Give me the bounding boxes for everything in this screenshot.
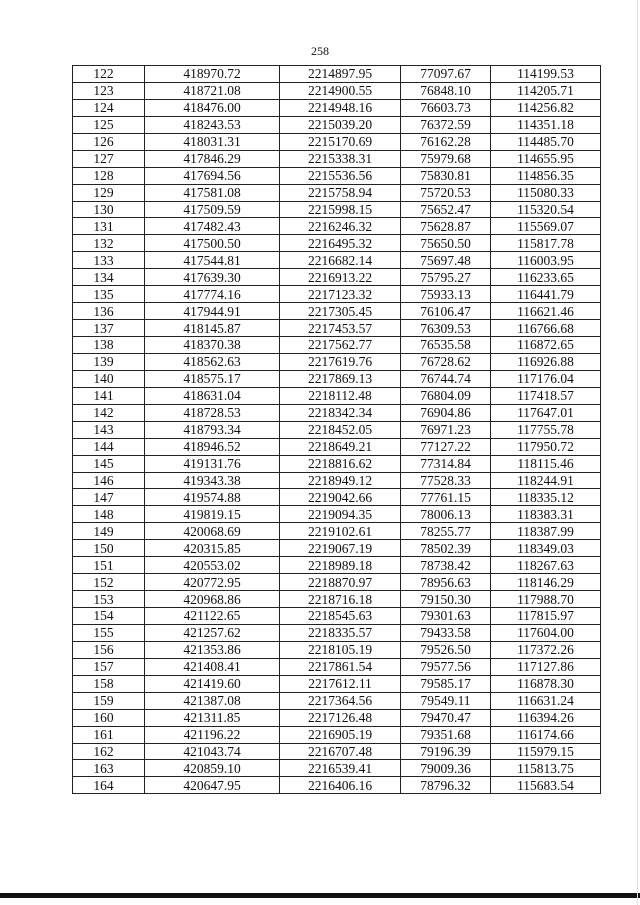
a-value-cell: 76744.74 (401, 370, 491, 387)
point-number-cell: 147 (73, 489, 145, 506)
a-value-cell: 76848.10 (401, 82, 491, 99)
a-value-cell: 76728.62 (401, 353, 491, 370)
x-coordinate-cell: 418145.87 (145, 320, 280, 337)
table-row (73, 540, 601, 557)
y-coordinate-cell: 2217869.13 (280, 370, 401, 387)
table-row (73, 777, 601, 794)
point-number-cell: 151 (73, 557, 145, 574)
table-row (73, 337, 601, 354)
a-value-cell: 75830.81 (401, 167, 491, 184)
b-value-cell: 114655.95 (491, 150, 601, 167)
x-coordinate-cell: 418793.34 (145, 421, 280, 438)
point-number-cell: 132 (73, 235, 145, 252)
x-coordinate-cell: 418970.72 (145, 66, 280, 83)
a-value-cell: 79470.47 (401, 709, 491, 726)
y-coordinate-cell: 2219102.61 (280, 523, 401, 540)
table-row (73, 675, 601, 692)
b-value-cell: 118146.29 (491, 574, 601, 591)
a-value-cell: 76904.86 (401, 404, 491, 421)
a-value-cell: 77314.84 (401, 455, 491, 472)
a-value-cell: 76309.53 (401, 320, 491, 337)
x-coordinate-cell: 417500.50 (145, 235, 280, 252)
coordinates-table (72, 65, 601, 794)
point-number-cell: 160 (73, 709, 145, 726)
x-coordinate-cell: 421419.60 (145, 675, 280, 692)
x-coordinate-cell: 418476.00 (145, 99, 280, 116)
table-row (73, 404, 601, 421)
x-coordinate-cell: 418721.08 (145, 82, 280, 99)
b-value-cell: 117372.26 (491, 641, 601, 658)
b-value-cell: 117755.78 (491, 421, 601, 438)
y-coordinate-cell: 2217123.32 (280, 286, 401, 303)
a-value-cell: 76603.73 (401, 99, 491, 116)
b-value-cell: 118387.99 (491, 523, 601, 540)
a-value-cell: 77097.67 (401, 66, 491, 83)
y-coordinate-cell: 2216539.41 (280, 760, 401, 777)
b-value-cell: 116872.65 (491, 337, 601, 354)
table-row (73, 489, 601, 506)
point-number-cell: 141 (73, 387, 145, 404)
table-row (73, 438, 601, 455)
point-number-cell: 161 (73, 726, 145, 743)
point-number-cell: 157 (73, 658, 145, 675)
point-number-cell: 128 (73, 167, 145, 184)
point-number-cell: 143 (73, 421, 145, 438)
y-coordinate-cell: 2214897.95 (280, 66, 401, 83)
point-number-cell: 139 (73, 353, 145, 370)
table-row (73, 235, 601, 252)
x-coordinate-cell: 420315.85 (145, 540, 280, 557)
table-row (73, 320, 601, 337)
x-coordinate-cell: 421387.08 (145, 692, 280, 709)
a-value-cell: 76106.47 (401, 303, 491, 320)
b-value-cell: 115320.54 (491, 201, 601, 218)
a-value-cell: 79549.11 (401, 692, 491, 709)
b-value-cell: 116926.88 (491, 353, 601, 370)
x-coordinate-cell: 417774.16 (145, 286, 280, 303)
a-value-cell: 75650.50 (401, 235, 491, 252)
point-number-cell: 150 (73, 540, 145, 557)
x-coordinate-cell: 419819.15 (145, 506, 280, 523)
y-coordinate-cell: 2217126.48 (280, 709, 401, 726)
page-edge (637, 0, 638, 905)
y-coordinate-cell: 2214900.55 (280, 82, 401, 99)
x-coordinate-cell: 421196.22 (145, 726, 280, 743)
b-value-cell: 114205.71 (491, 82, 601, 99)
point-number-cell: 127 (73, 150, 145, 167)
x-coordinate-cell: 418575.17 (145, 370, 280, 387)
table-row (73, 353, 601, 370)
table-row (73, 387, 601, 404)
y-coordinate-cell: 2218716.18 (280, 591, 401, 608)
a-value-cell: 79585.17 (401, 675, 491, 692)
a-value-cell: 75652.47 (401, 201, 491, 218)
a-value-cell: 79526.50 (401, 641, 491, 658)
y-coordinate-cell: 2219094.35 (280, 506, 401, 523)
b-value-cell: 118115.46 (491, 455, 601, 472)
y-coordinate-cell: 2218105.19 (280, 641, 401, 658)
x-coordinate-cell: 418243.53 (145, 116, 280, 133)
b-value-cell: 116621.46 (491, 303, 601, 320)
b-value-cell: 114199.53 (491, 66, 601, 83)
y-coordinate-cell: 2215039.20 (280, 116, 401, 133)
y-coordinate-cell: 2218989.18 (280, 557, 401, 574)
a-value-cell: 77528.33 (401, 472, 491, 489)
table-row (73, 66, 601, 83)
b-value-cell: 117176.04 (491, 370, 601, 387)
page-number: 258 (311, 44, 329, 58)
a-value-cell: 78796.32 (401, 777, 491, 794)
table-row (73, 150, 601, 167)
point-number-cell: 126 (73, 133, 145, 150)
point-number-cell: 125 (73, 116, 145, 133)
point-number-cell: 131 (73, 218, 145, 235)
y-coordinate-cell: 2216682.14 (280, 252, 401, 269)
b-value-cell: 118335.12 (491, 489, 601, 506)
table-row (73, 574, 601, 591)
a-value-cell: 79433.58 (401, 624, 491, 641)
b-value-cell: 116441.79 (491, 286, 601, 303)
table-row (73, 624, 601, 641)
x-coordinate-cell: 418946.52 (145, 438, 280, 455)
y-coordinate-cell: 2218452.05 (280, 421, 401, 438)
table-row (73, 608, 601, 625)
a-value-cell: 79196.39 (401, 743, 491, 760)
x-coordinate-cell: 420859.10 (145, 760, 280, 777)
point-number-cell: 124 (73, 99, 145, 116)
point-number-cell: 130 (73, 201, 145, 218)
x-coordinate-cell: 418631.04 (145, 387, 280, 404)
b-value-cell: 116878.30 (491, 675, 601, 692)
x-coordinate-cell: 417944.91 (145, 303, 280, 320)
y-coordinate-cell: 2217305.45 (280, 303, 401, 320)
table-row (73, 692, 601, 709)
y-coordinate-cell: 2216913.22 (280, 269, 401, 286)
y-coordinate-cell: 2215170.69 (280, 133, 401, 150)
x-coordinate-cell: 417509.59 (145, 201, 280, 218)
y-coordinate-cell: 2218112.48 (280, 387, 401, 404)
table-row (73, 252, 601, 269)
y-coordinate-cell: 2216406.16 (280, 777, 401, 794)
a-value-cell: 75697.48 (401, 252, 491, 269)
table-row (73, 726, 601, 743)
x-coordinate-cell: 419574.88 (145, 489, 280, 506)
point-number-cell: 135 (73, 286, 145, 303)
point-number-cell: 153 (73, 591, 145, 608)
a-value-cell: 75933.13 (401, 286, 491, 303)
a-value-cell: 75628.87 (401, 218, 491, 235)
a-value-cell: 75795.27 (401, 269, 491, 286)
point-number-cell: 138 (73, 337, 145, 354)
table-row (73, 218, 601, 235)
b-value-cell: 117604.00 (491, 624, 601, 641)
point-number-cell: 142 (73, 404, 145, 421)
a-value-cell: 78255.77 (401, 523, 491, 540)
b-value-cell: 115683.54 (491, 777, 601, 794)
b-value-cell: 117950.72 (491, 438, 601, 455)
b-value-cell: 117418.57 (491, 387, 601, 404)
x-coordinate-cell: 419343.38 (145, 472, 280, 489)
y-coordinate-cell: 2218649.21 (280, 438, 401, 455)
a-value-cell: 77127.22 (401, 438, 491, 455)
b-value-cell: 116003.95 (491, 252, 601, 269)
table-row (73, 82, 601, 99)
a-value-cell: 76372.59 (401, 116, 491, 133)
a-value-cell: 78738.42 (401, 557, 491, 574)
x-coordinate-cell: 418728.53 (145, 404, 280, 421)
y-coordinate-cell: 2217562.77 (280, 337, 401, 354)
y-coordinate-cell: 2216246.32 (280, 218, 401, 235)
x-coordinate-cell: 417482.43 (145, 218, 280, 235)
b-value-cell: 118349.03 (491, 540, 601, 557)
x-coordinate-cell: 421043.74 (145, 743, 280, 760)
table-row (73, 455, 601, 472)
a-value-cell: 79150.30 (401, 591, 491, 608)
a-value-cell: 75979.68 (401, 150, 491, 167)
b-value-cell: 115569.07 (491, 218, 601, 235)
b-value-cell: 118244.91 (491, 472, 601, 489)
point-number-cell: 134 (73, 269, 145, 286)
x-coordinate-cell: 417544.81 (145, 252, 280, 269)
x-coordinate-cell: 417581.08 (145, 184, 280, 201)
y-coordinate-cell: 2218870.97 (280, 574, 401, 591)
table-row (73, 658, 601, 675)
y-coordinate-cell: 2219042.66 (280, 489, 401, 506)
x-coordinate-cell: 420553.02 (145, 557, 280, 574)
y-coordinate-cell: 2215536.56 (280, 167, 401, 184)
point-number-cell: 146 (73, 472, 145, 489)
b-value-cell: 115817.78 (491, 235, 601, 252)
y-coordinate-cell: 2214948.16 (280, 99, 401, 116)
point-number-cell: 145 (73, 455, 145, 472)
a-value-cell: 77761.15 (401, 489, 491, 506)
y-coordinate-cell: 2218949.12 (280, 472, 401, 489)
y-coordinate-cell: 2217619.76 (280, 353, 401, 370)
table-row (73, 523, 601, 540)
point-number-cell: 164 (73, 777, 145, 794)
a-value-cell: 76971.23 (401, 421, 491, 438)
a-value-cell: 75720.53 (401, 184, 491, 201)
x-coordinate-cell: 417846.29 (145, 150, 280, 167)
a-value-cell: 79351.68 (401, 726, 491, 743)
y-coordinate-cell: 2217861.54 (280, 658, 401, 675)
x-coordinate-cell: 421311.85 (145, 709, 280, 726)
y-coordinate-cell: 2218816.62 (280, 455, 401, 472)
y-coordinate-cell: 2216905.19 (280, 726, 401, 743)
table-row (73, 557, 601, 574)
y-coordinate-cell: 2217612.11 (280, 675, 401, 692)
b-value-cell: 114485.70 (491, 133, 601, 150)
table-row (73, 167, 601, 184)
y-coordinate-cell: 2216495.32 (280, 235, 401, 252)
a-value-cell: 78956.63 (401, 574, 491, 591)
y-coordinate-cell: 2217453.57 (280, 320, 401, 337)
point-number-cell: 123 (73, 82, 145, 99)
table-row (73, 133, 601, 150)
table-row (73, 709, 601, 726)
table-row (73, 184, 601, 201)
table-row (73, 591, 601, 608)
x-coordinate-cell: 421122.65 (145, 608, 280, 625)
point-number-cell: 162 (73, 743, 145, 760)
x-coordinate-cell: 420068.69 (145, 523, 280, 540)
point-number-cell: 152 (73, 574, 145, 591)
x-coordinate-cell: 421353.86 (145, 641, 280, 658)
table-row (73, 303, 601, 320)
b-value-cell: 117988.70 (491, 591, 601, 608)
table-row (73, 269, 601, 286)
table-row (73, 116, 601, 133)
b-value-cell: 114351.18 (491, 116, 601, 133)
point-number-cell: 163 (73, 760, 145, 777)
a-value-cell: 76535.58 (401, 337, 491, 354)
b-value-cell: 116233.65 (491, 269, 601, 286)
b-value-cell: 117647.01 (491, 404, 601, 421)
point-number-cell: 154 (73, 608, 145, 625)
a-value-cell: 78006.13 (401, 506, 491, 523)
y-coordinate-cell: 2218545.63 (280, 608, 401, 625)
y-coordinate-cell: 2215338.31 (280, 150, 401, 167)
b-value-cell: 116766.68 (491, 320, 601, 337)
point-number-cell: 122 (73, 66, 145, 83)
x-coordinate-cell: 420968.86 (145, 591, 280, 608)
table-row (73, 99, 601, 116)
table-row (73, 506, 601, 523)
a-value-cell: 79009.36 (401, 760, 491, 777)
b-value-cell: 116631.24 (491, 692, 601, 709)
point-number-cell: 140 (73, 370, 145, 387)
x-coordinate-cell: 421408.41 (145, 658, 280, 675)
x-coordinate-cell: 420772.95 (145, 574, 280, 591)
a-value-cell: 79301.63 (401, 608, 491, 625)
y-coordinate-cell: 2219067.19 (280, 540, 401, 557)
a-value-cell: 78502.39 (401, 540, 491, 557)
y-coordinate-cell: 2217364.56 (280, 692, 401, 709)
y-coordinate-cell: 2216707.48 (280, 743, 401, 760)
table-row (73, 370, 601, 387)
table-row (73, 472, 601, 489)
y-coordinate-cell: 2215998.15 (280, 201, 401, 218)
point-number-cell: 144 (73, 438, 145, 455)
bottom-rule (0, 893, 640, 898)
a-value-cell: 79577.56 (401, 658, 491, 675)
table-row (73, 421, 601, 438)
x-coordinate-cell: 420647.95 (145, 777, 280, 794)
b-value-cell: 118383.31 (491, 506, 601, 523)
b-value-cell: 115979.15 (491, 743, 601, 760)
point-number-cell: 155 (73, 624, 145, 641)
y-coordinate-cell: 2218342.34 (280, 404, 401, 421)
table-row (73, 201, 601, 218)
b-value-cell: 116394.26 (491, 709, 601, 726)
b-value-cell: 114856.35 (491, 167, 601, 184)
point-number-cell: 149 (73, 523, 145, 540)
table-row (73, 641, 601, 658)
a-value-cell: 76162.28 (401, 133, 491, 150)
point-number-cell: 129 (73, 184, 145, 201)
point-number-cell: 133 (73, 252, 145, 269)
b-value-cell: 117127.86 (491, 658, 601, 675)
x-coordinate-cell: 417639.30 (145, 269, 280, 286)
b-value-cell: 116174.66 (491, 726, 601, 743)
x-coordinate-cell: 419131.76 (145, 455, 280, 472)
point-number-cell: 148 (73, 506, 145, 523)
b-value-cell: 118267.63 (491, 557, 601, 574)
y-coordinate-cell: 2218335.57 (280, 624, 401, 641)
table-row (73, 760, 601, 777)
x-coordinate-cell: 418562.63 (145, 353, 280, 370)
x-coordinate-cell: 418370.38 (145, 337, 280, 354)
b-value-cell: 115080.33 (491, 184, 601, 201)
x-coordinate-cell: 421257.62 (145, 624, 280, 641)
b-value-cell: 117815.97 (491, 608, 601, 625)
b-value-cell: 114256.82 (491, 99, 601, 116)
a-value-cell: 76804.09 (401, 387, 491, 404)
point-number-cell: 136 (73, 303, 145, 320)
y-coordinate-cell: 2215758.94 (280, 184, 401, 201)
point-number-cell: 158 (73, 675, 145, 692)
point-number-cell: 159 (73, 692, 145, 709)
table-row (73, 743, 601, 760)
x-coordinate-cell: 418031.31 (145, 133, 280, 150)
point-number-cell: 156 (73, 641, 145, 658)
point-number-cell: 137 (73, 320, 145, 337)
x-coordinate-cell: 417694.56 (145, 167, 280, 184)
table-row (73, 286, 601, 303)
b-value-cell: 115813.75 (491, 760, 601, 777)
